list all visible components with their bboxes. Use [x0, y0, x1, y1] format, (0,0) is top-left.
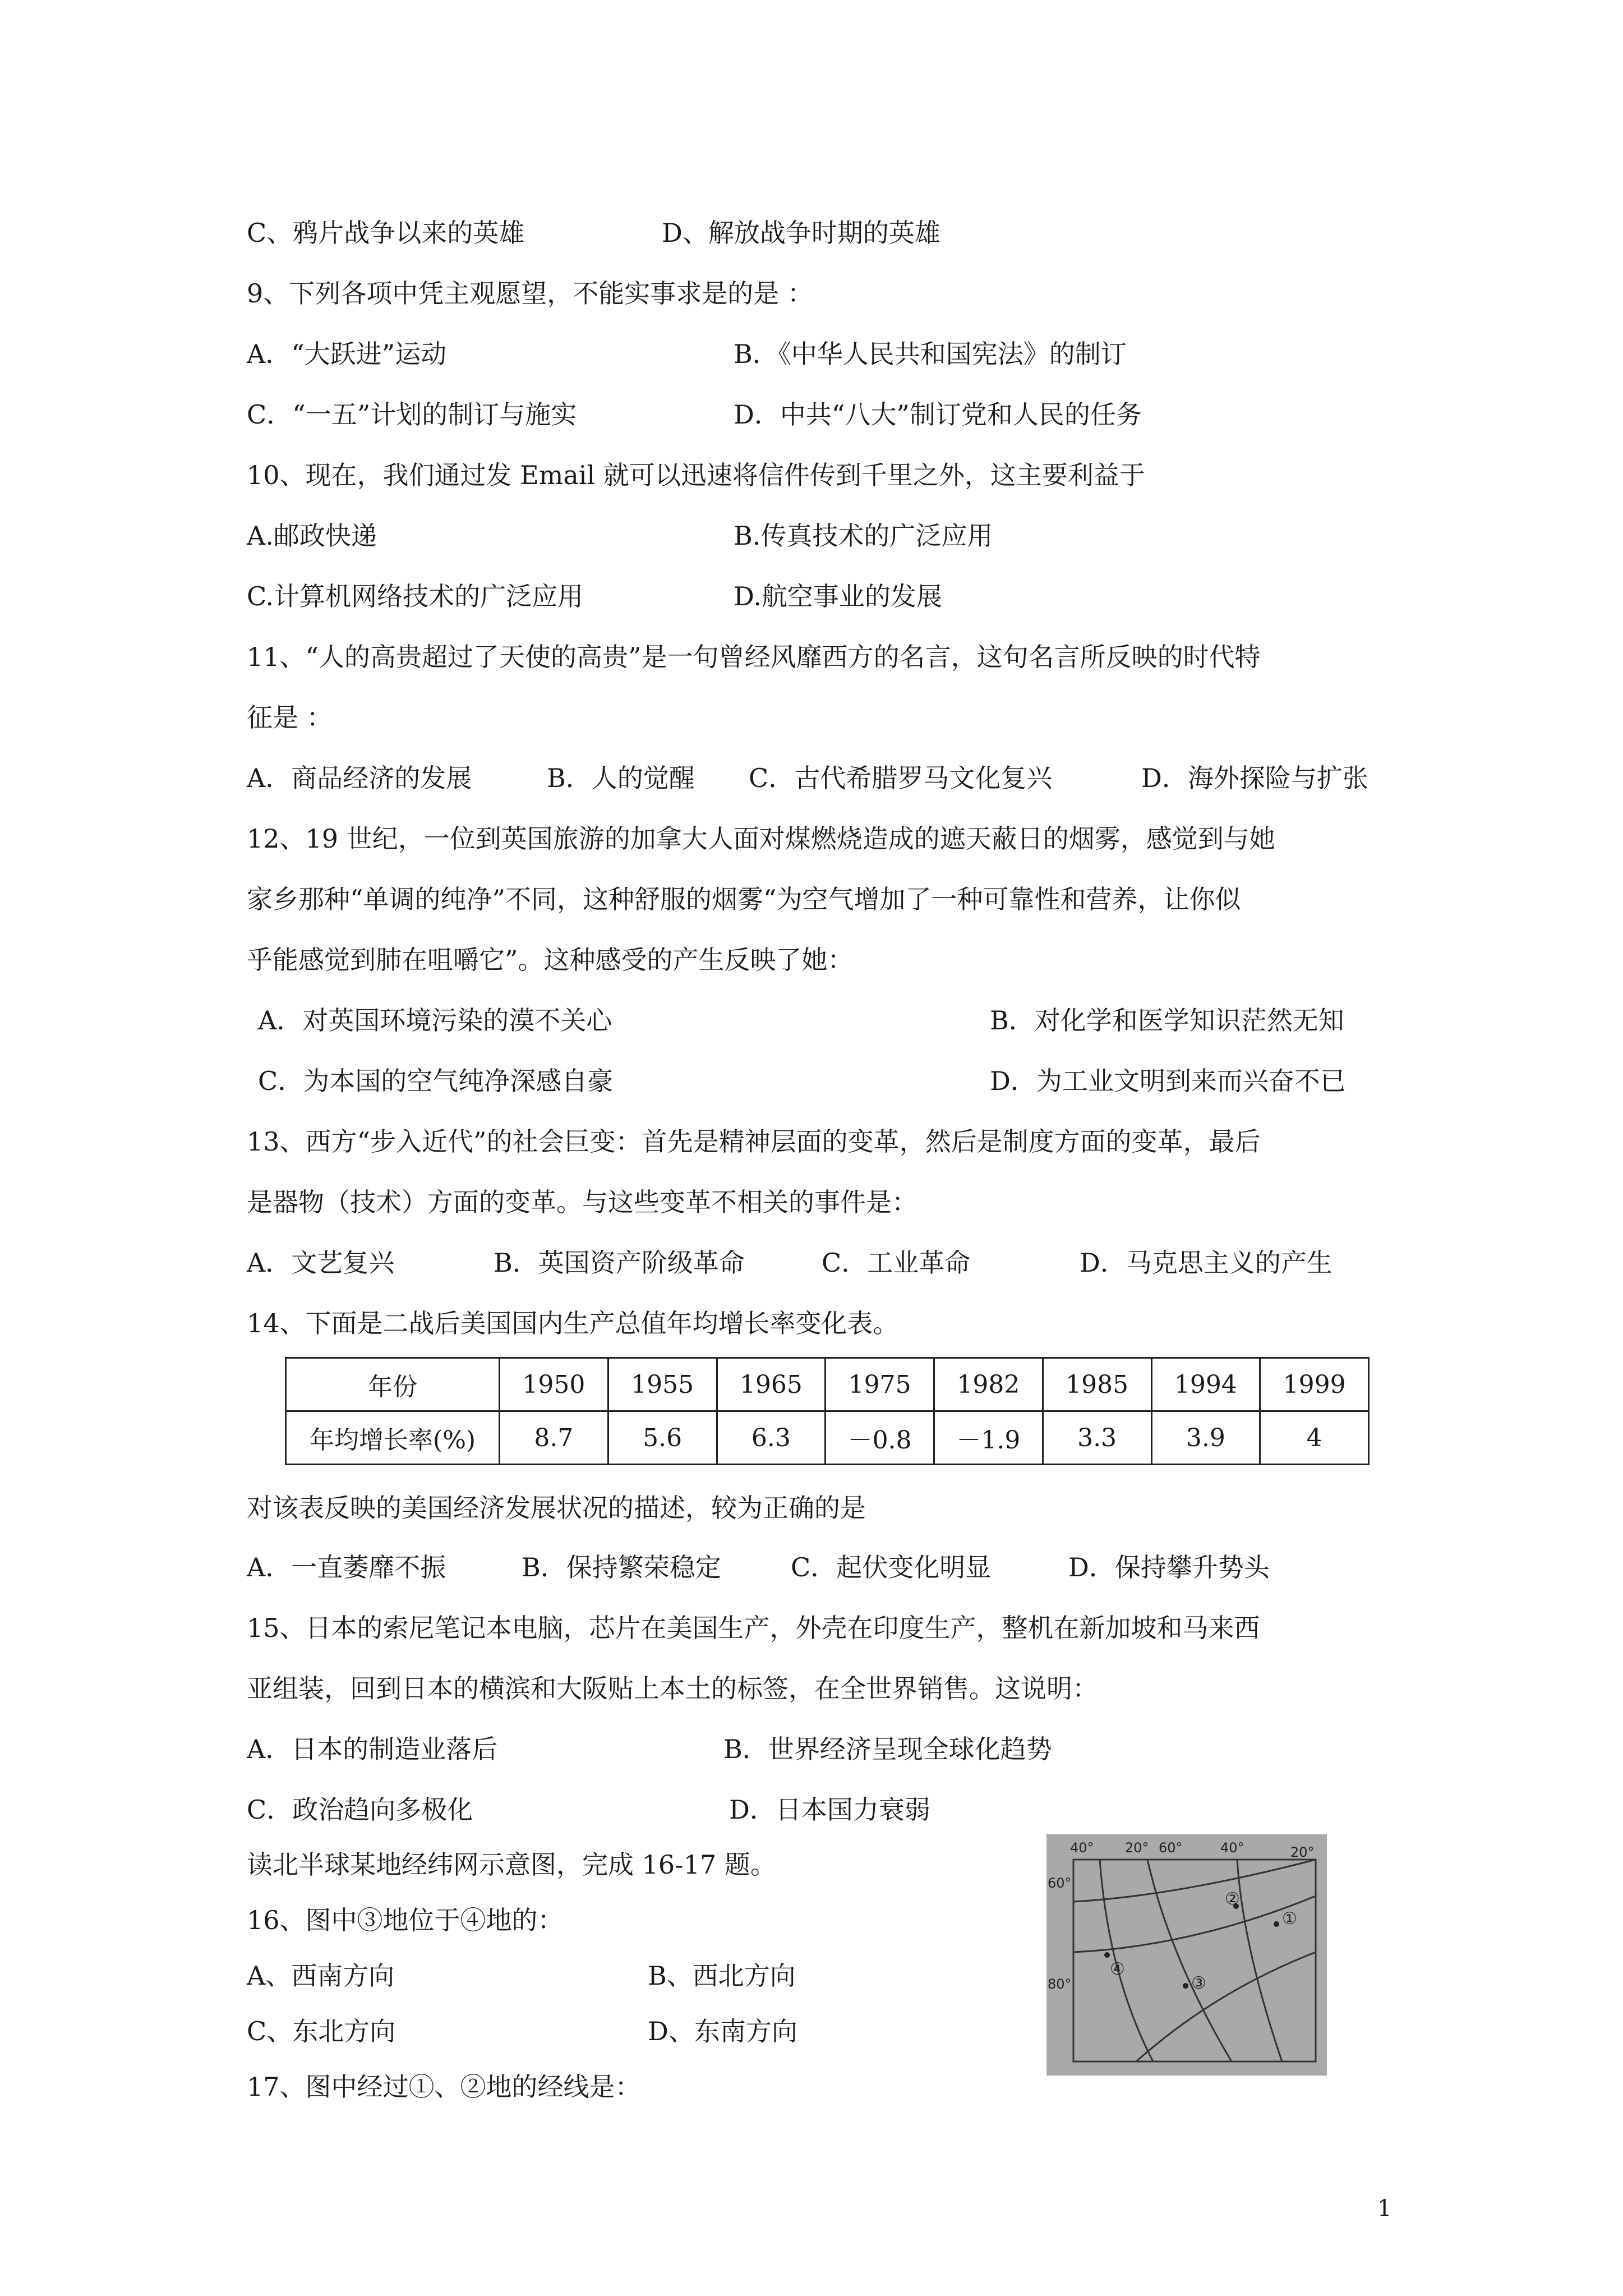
page-number: 1 — [1377, 2196, 1392, 2221]
q17-stem: 17、图中经过①、②地的经线是： — [247, 2072, 641, 2102]
q9-option-d: D．中共“八大”制订党和人民的任务 — [734, 399, 1142, 430]
q12-option-b: B．对化学和医学知识茫然无知 — [990, 1005, 1344, 1036]
table-cell-rate: －1.9 — [934, 1411, 1043, 1465]
map-point-marker — [1183, 1983, 1188, 1989]
map-top-label: 60° — [1159, 1840, 1183, 1856]
q10-option-a: A.邮政快递 — [247, 521, 377, 551]
table-header-rate: 年均增长率(%) — [286, 1411, 500, 1465]
q8-option-c: C、鸦片战争以来的英雄 — [247, 218, 525, 248]
map-left-label: 60° — [1048, 1875, 1072, 1891]
q10-stem: 10、现在，我们通过发 Email 就可以迅速将信件传到千里之外，这主要利益于 — [247, 460, 1145, 490]
table-cell-rate: 4 — [1260, 1411, 1369, 1465]
q11-option-b: B．人的觉醒 — [547, 763, 695, 793]
q8-option-d: D、解放战争时期的英雄 — [662, 218, 940, 248]
map-point-label: ③ — [1191, 1973, 1206, 1993]
q15-stem-line-2: 亚组装，回到日本的横滨和大阪贴上本土的标签，在全世界销售。这说明： — [247, 1673, 1098, 1704]
q16-option-c: C、东北方向 — [247, 2016, 396, 2046]
table-cell-rate: 3.9 — [1151, 1411, 1260, 1465]
q15-option-a: A．日本的制造业落后 — [247, 1734, 498, 1764]
map-top-label: 40° — [1220, 1840, 1244, 1856]
table-cell-year: 1982 — [934, 1358, 1043, 1411]
map-left-label: 80° — [1048, 1976, 1072, 1992]
table-cell-rate: 6.3 — [717, 1411, 826, 1465]
map-top-label: 20° — [1290, 1844, 1315, 1860]
q16-stem: 16、图中③地位于④地的： — [247, 1905, 564, 1935]
map-top-label: 40° — [1070, 1840, 1094, 1856]
q16-option-a: A、西南方向 — [247, 1961, 395, 1991]
table-cell-year: 1975 — [826, 1358, 934, 1411]
graticule-map-figure — [1046, 1834, 1327, 2076]
table-cell-year: 1965 — [717, 1358, 826, 1411]
q13-stem-line-1: 13、西方“步入近代”的社会巨变：首先是精神层面的变革，然后是制度方面的变革，最后 — [247, 1126, 1261, 1157]
q14-option-b: B．保持繁荣稳定 — [522, 1552, 721, 1582]
table-cell-year: 1955 — [608, 1358, 717, 1411]
q12-stem-line-3: 乎能感觉到肺在咀嚼它”。这种感受的产生反映了她： — [247, 945, 854, 975]
q16-option-d: D、东南方向 — [648, 2016, 797, 2046]
map-background — [1046, 1834, 1327, 2076]
map-point-marker — [1104, 1952, 1110, 1958]
q10-option-d: D.航空事业的发展 — [734, 581, 942, 611]
q11-stem-line-2: 征是 ： — [247, 702, 333, 733]
map-point-marker — [1274, 1921, 1279, 1927]
q16-option-b: B、西北方向 — [648, 1961, 796, 1991]
map-top-label: 20° — [1125, 1840, 1149, 1856]
q11-option-a: A．商品经济的发展 — [247, 763, 472, 793]
q13-option-d: D．马克思主义的产生 — [1080, 1248, 1332, 1278]
table-cell-rate: 5.6 — [608, 1411, 717, 1465]
table-cell-year: 1950 — [500, 1358, 608, 1411]
map-point-label: ① — [1282, 1909, 1297, 1929]
table-cell-year: 1994 — [1151, 1358, 1260, 1411]
q12-option-a: A．对英国环境污染的漠不关心 — [258, 1005, 612, 1036]
q12-stem-line-1: 12、19 世纪，一位到英国旅游的加拿大人面对煤燃烧造成的遮天蔽日的烟雾，感觉到与她 — [247, 823, 1275, 854]
q13-option-b: B．英国资产阶级革命 — [494, 1248, 745, 1278]
table-header-year: 年份 — [286, 1358, 500, 1411]
q14-option-a: A．一直萎靡不振 — [247, 1552, 446, 1582]
q11-stem-line-1: 11、“人的高贵超过了天使的高贵”是一句曾经风靡西方的名言，这句名言所反映的时代特 — [247, 642, 1261, 672]
q12-stem-line-2: 家乡那种“单调的纯净”不同，这种舒服的烟雾“为空气增加了一种可靠性和营养，让你似 — [247, 884, 1241, 914]
q10-option-b: B.传真技术的广泛应用 — [734, 521, 993, 551]
table-row-rates — [286, 1411, 1369, 1465]
q13-option-a: A．文艺复兴 — [247, 1248, 395, 1278]
q13-stem-line-2: 是器物（技术）方面的变革。与这些变革不相关的事件是： — [247, 1187, 917, 1217]
q15-option-c: C．政治趋向多极化 — [247, 1795, 473, 1825]
map-point-label: ② — [1225, 1889, 1240, 1909]
gdp-growth-table — [285, 1357, 1370, 1465]
q14-followup: 对该表反映的美国经济发展状况的描述，较为正确的是 — [247, 1493, 866, 1523]
q10-option-c: C.计算机网络技术的广泛应用 — [247, 581, 584, 611]
q14-stem: 14、下面是二战后美国国内生产总值年均增长率变化表。 — [247, 1308, 899, 1338]
q15-option-d: D．日本国力衰弱 — [729, 1795, 930, 1825]
q11-option-c: C．古代希腊罗马文化复兴 — [749, 763, 1053, 793]
map-intro: 读北半球某地经纬网示意图，完成 16-17 题。 — [247, 1849, 776, 1880]
q15-option-b: B．世界经济呈现全球化趋势 — [723, 1734, 1052, 1764]
table-cell-year: 1999 — [1260, 1358, 1369, 1411]
q9-option-b: B．《中华人民共和国宪法》的制订 — [734, 339, 1127, 369]
q9-stem: 9、下列各项中凭主观愿望，不能实事求是的是 ： — [247, 278, 813, 309]
q12-option-d: D．为工业文明到来而兴奋不已 — [990, 1066, 1346, 1096]
q15-stem-line-1: 15、日本的索尼笔记本电脑，芯片在美国生产，外壳在印度生产，整机在新加坡和马来西 — [247, 1613, 1260, 1643]
table-cell-rate: 3.3 — [1043, 1411, 1151, 1465]
table-cell-rate: －0.8 — [826, 1411, 934, 1465]
q14-option-d: D．保持攀升势头 — [1068, 1552, 1270, 1582]
q9-option-c: C．“一五”计划的制订与施实 — [247, 399, 577, 430]
map-point-label: ④ — [1110, 1959, 1125, 1979]
table-cell-year: 1985 — [1043, 1358, 1151, 1411]
q12-option-c: C．为本国的空气纯净深感自豪 — [258, 1066, 614, 1096]
q9-option-a: A．“大跃进”运动 — [247, 339, 447, 369]
q13-option-c: C．工业革命 — [822, 1248, 971, 1278]
q11-option-d: D．海外探险与扩张 — [1141, 763, 1368, 793]
q14-option-c: C．起伏变化明显 — [791, 1552, 992, 1582]
table-row-years — [286, 1358, 1369, 1411]
table-cell-rate: 8.7 — [500, 1411, 608, 1465]
